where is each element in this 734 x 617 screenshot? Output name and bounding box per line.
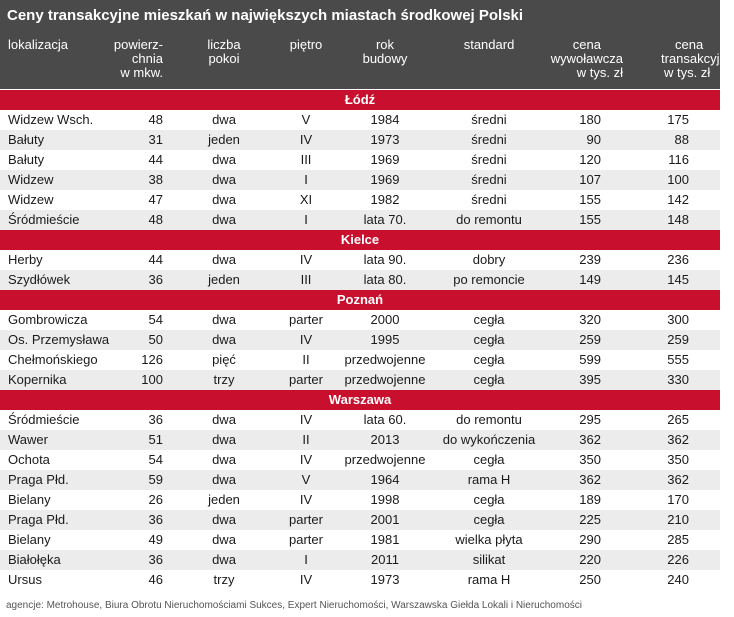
cell-liczba-pokoi: dwa	[212, 552, 236, 567]
table-row	[0, 190, 720, 210]
cell-lokalizacja: Ursus	[8, 572, 42, 587]
cell-cena-wywolawcza: 120	[579, 152, 601, 167]
cell-standard: średni	[471, 152, 507, 167]
cell-lokalizacja: Śródmieście	[8, 212, 80, 227]
cell-standard: cegła	[473, 312, 505, 327]
cell-liczba-pokoi: dwa	[212, 172, 236, 187]
cell-cena-wywolawcza: 155	[579, 192, 601, 207]
section-header: Łódź	[0, 90, 720, 110]
cell-powierzchnia: 36	[148, 412, 163, 427]
cell-powierzchnia: 44	[148, 252, 163, 267]
cell-cena-wywolawcza: 250	[579, 572, 601, 587]
table-row	[0, 510, 720, 530]
cell-cena-wywolawcza: 395	[579, 372, 601, 387]
table-row	[0, 330, 720, 350]
cell-liczba-pokoi: jeden	[208, 492, 240, 507]
cell-standard: cegła	[473, 352, 505, 367]
cell-pietro: IV	[299, 132, 313, 147]
cell-pietro: XI	[299, 192, 313, 207]
cell-cena-wywolawcza: 155	[579, 212, 601, 227]
cell-cena-transakcyjna: 236	[667, 252, 689, 267]
cell-liczba-pokoi: jeden	[208, 132, 240, 147]
cell-liczba-pokoi: dwa	[212, 512, 236, 527]
cell-powierzchnia: 48	[148, 112, 163, 127]
cell-pietro: III	[300, 272, 312, 287]
table-row	[0, 110, 720, 130]
table-row	[0, 270, 720, 290]
cell-standard: cegła	[473, 492, 505, 507]
cell-liczba-pokoi: dwa	[212, 472, 236, 487]
cell-cena-wywolawcza: 259	[579, 332, 601, 347]
cell-rok-budowy: lata 90.	[363, 252, 407, 267]
cell-rok-budowy: 1973	[370, 132, 400, 147]
cell-cena-wywolawcza: 180	[579, 112, 601, 127]
cell-cena-transakcyjna: 330	[667, 372, 689, 387]
section-header: Poznań	[0, 290, 720, 310]
cell-rok-budowy: 1984	[370, 112, 400, 127]
header-lokalizacja: lokalizacja	[8, 37, 68, 52]
cell-lokalizacja: Os. Przemysława	[8, 332, 110, 347]
cell-powierzchnia: 44	[148, 152, 163, 167]
cell-pietro: IV	[299, 332, 313, 347]
cell-cena-transakcyjna: 88	[674, 132, 689, 147]
cell-rok-budowy: lata 60.	[363, 412, 407, 427]
cell-rok-budowy: lata 70.	[363, 212, 407, 227]
cell-rok-budowy: 1982	[370, 192, 400, 207]
table-row	[0, 130, 720, 150]
header-powierzchnia	[114, 38, 163, 80]
cell-powierzchnia: 49	[148, 532, 163, 547]
cell-liczba-pokoi: dwa	[212, 332, 236, 347]
source-footer: agencje: Metrohouse, Biura Obrotu Nieruchomościami Sukces, Expert Nieruchomości, Warszawska Giełda Lokali i Nieruchomości	[6, 600, 582, 611]
cell-lokalizacja: Bielany	[8, 532, 51, 547]
cell-liczba-pokoi: dwa	[212, 192, 236, 207]
header-cena-transakcyjna-line3: w tys. zł	[664, 65, 711, 80]
cell-lokalizacja: Widzew Wsch.	[8, 112, 94, 127]
table-row	[0, 170, 720, 190]
cell-rok-budowy: 2013	[370, 432, 400, 447]
cell-cena-wywolawcza: 350	[579, 452, 601, 467]
cell-liczba-pokoi: jeden	[208, 272, 240, 287]
cell-powierzchnia: 54	[148, 452, 163, 467]
cell-lokalizacja: Śródmieście	[8, 412, 80, 427]
cell-cena-transakcyjna: 148	[667, 212, 689, 227]
cell-cena-transakcyjna: 226	[667, 552, 689, 567]
cell-cena-transakcyjna: 175	[667, 112, 689, 127]
cell-cena-wywolawcza: 107	[579, 172, 601, 187]
cell-standard: cegła	[473, 372, 505, 387]
cell-standard: rama H	[467, 572, 511, 587]
cell-liczba-pokoi: dwa	[212, 152, 236, 167]
table-row	[0, 410, 720, 430]
cell-cena-wywolawcza: 362	[579, 472, 601, 487]
cell-pietro: IV	[299, 492, 313, 507]
cell-powierzchnia: 59	[148, 472, 163, 487]
header-powierzchnia-line3: w mkw.	[120, 65, 163, 80]
cell-cena-wywolawcza: 295	[579, 412, 601, 427]
cell-standard: cegła	[473, 512, 505, 527]
header-standard: standard	[463, 37, 515, 52]
cell-powierzchnia: 126	[141, 352, 163, 367]
cell-powierzchnia: 54	[148, 312, 163, 327]
cell-liczba-pokoi: pięć	[212, 352, 236, 367]
cell-lokalizacja: Ochota	[8, 452, 50, 467]
header-cena-transakcyjna	[661, 38, 734, 80]
cell-pietro: parter	[289, 372, 323, 387]
cell-standard: średni	[471, 112, 507, 127]
cell-pietro: V	[301, 112, 311, 127]
header-cena-transakcyjna-line1: cena	[675, 37, 704, 52]
header-rok-budowy-line1: rok	[375, 37, 395, 52]
cell-powierzchnia: 46	[148, 572, 163, 587]
cell-standard: cegła	[473, 452, 505, 467]
cell-powierzchnia: 36	[148, 512, 163, 527]
cell-pietro: I	[304, 212, 308, 227]
cell-cena-transakcyjna: 145	[667, 272, 689, 287]
table-row	[0, 470, 720, 490]
cell-standard: po remoncie	[453, 272, 525, 287]
cell-lokalizacja: Bałuty	[8, 152, 45, 167]
cell-liczba-pokoi: dwa	[212, 532, 236, 547]
cell-standard: silikat	[472, 552, 506, 567]
header-cena-wywolawcza-line1: cena	[572, 37, 601, 52]
cell-pietro: III	[300, 152, 312, 167]
cell-rok-budowy: 1969	[370, 152, 400, 167]
cell-powierzchnia: 100	[141, 372, 163, 387]
table-row	[0, 350, 720, 370]
cell-rok-budowy: przedwojenne	[344, 452, 426, 467]
cell-lokalizacja: Kopernika	[8, 372, 67, 387]
cell-cena-transakcyjna: 100	[667, 172, 689, 187]
cell-cena-transakcyjna: 116	[668, 152, 689, 167]
cell-rok-budowy: 2001	[370, 512, 400, 527]
table-row	[0, 370, 720, 390]
cell-cena-transakcyjna: 259	[667, 332, 689, 347]
cell-cena-wywolawcza: 189	[579, 492, 601, 507]
header-liczba-pokoi-line2: pokoi	[208, 51, 240, 66]
cell-cena-wywolawcza: 290	[579, 532, 601, 547]
cell-cena-transakcyjna: 142	[667, 192, 689, 207]
cell-lokalizacja: Szydłówek	[8, 272, 71, 287]
cell-pietro: I	[304, 172, 308, 187]
cell-standard: do wykończenia	[442, 432, 536, 447]
cell-liczba-pokoi: dwa	[212, 432, 236, 447]
table-row	[0, 490, 720, 510]
table-row	[0, 530, 720, 550]
header-liczba-pokoi	[207, 38, 240, 66]
cell-lokalizacja: Praga Płd.	[8, 512, 69, 527]
header-cena-wywolawcza	[551, 38, 623, 80]
cell-powierzchnia: 48	[148, 212, 163, 227]
section-header: Warszawa	[0, 390, 720, 410]
cell-cena-transakcyjna: 285	[667, 532, 689, 547]
table-title: Ceny transakcyjne mieszkań w największych miastach środkowej Polski	[0, 0, 720, 31]
cell-powierzchnia: 38	[148, 172, 163, 187]
cell-cena-transakcyjna: 170	[667, 492, 689, 507]
table-row	[0, 450, 720, 470]
cell-powierzchnia: 36	[148, 552, 163, 567]
cell-cena-wywolawcza: 239	[579, 252, 601, 267]
cell-liczba-pokoi: dwa	[212, 112, 236, 127]
cell-standard: rama H	[467, 472, 511, 487]
table-row	[0, 430, 720, 450]
cell-liczba-pokoi: dwa	[212, 412, 236, 427]
header-cena-transakcyjna-line2: transakcyjna	[661, 51, 734, 66]
cell-lokalizacja: Widzew	[8, 192, 54, 207]
header-cena-wywolawcza-line2: wywoławcza	[550, 51, 623, 66]
cell-cena-transakcyjna: 240	[667, 572, 689, 587]
table-row	[0, 310, 720, 330]
cell-pietro: IV	[299, 572, 313, 587]
cell-cena-wywolawcza: 149	[579, 272, 601, 287]
header-pietro: piętro	[289, 37, 323, 52]
cell-rok-budowy: 1964	[370, 472, 400, 487]
cell-standard: cegła	[473, 332, 505, 347]
table-row	[0, 570, 720, 590]
cell-standard: do remontu	[456, 212, 522, 227]
cell-cena-transakcyjna: 210	[667, 512, 689, 527]
cell-pietro: II	[302, 352, 310, 367]
cell-cena-wywolawcza: 599	[579, 352, 601, 367]
cell-rok-budowy: lata 80.	[363, 272, 407, 287]
cell-lokalizacja: Chełmońskiego	[8, 352, 98, 367]
cell-powierzchnia: 31	[148, 132, 163, 147]
cell-rok-budowy: 1998	[370, 492, 400, 507]
cell-powierzchnia: 51	[148, 432, 163, 447]
cell-rok-budowy: 1981	[370, 532, 400, 547]
cell-pietro: IV	[299, 252, 313, 267]
cell-lokalizacja: Bałuty	[8, 132, 45, 147]
table-row	[0, 250, 720, 270]
cell-powierzchnia: 36	[148, 272, 163, 287]
table-row	[0, 210, 720, 230]
cell-standard: średni	[471, 192, 507, 207]
cell-pietro: parter	[289, 512, 323, 527]
cell-rok-budowy: 2000	[370, 312, 400, 327]
cell-cena-transakcyjna: 265	[667, 412, 689, 427]
cell-cena-transakcyjna: 555	[667, 352, 689, 367]
cell-cena-transakcyjna: 350	[667, 452, 689, 467]
cell-lokalizacja: Praga Płd.	[8, 472, 69, 487]
cell-cena-transakcyjna: 300	[667, 312, 689, 327]
cell-lokalizacja: Widzew	[8, 172, 54, 187]
cell-lokalizacja: Herby	[8, 252, 43, 267]
header-liczba-pokoi-line1: liczba	[207, 37, 241, 52]
header-rok-budowy-line2: budowy	[362, 51, 408, 66]
cell-cena-wywolawcza: 90	[586, 132, 601, 147]
table-header	[0, 31, 734, 89]
cell-powierzchnia: 26	[148, 492, 163, 507]
table-row	[0, 550, 720, 570]
cell-cena-wywolawcza: 362	[579, 432, 601, 447]
cell-cena-wywolawcza: 225	[579, 512, 601, 527]
cell-pietro: V	[301, 472, 311, 487]
cell-rok-budowy: przedwojenne	[344, 352, 426, 367]
cell-standard: do remontu	[456, 412, 522, 427]
cell-pietro: parter	[289, 532, 323, 547]
cell-lokalizacja: Białołęka	[8, 552, 61, 567]
cell-cena-wywolawcza: 320	[579, 312, 601, 327]
cell-liczba-pokoi: dwa	[212, 452, 236, 467]
cell-pietro: IV	[299, 452, 313, 467]
cell-pietro: I	[304, 552, 308, 567]
cell-lokalizacja: Bielany	[8, 492, 51, 507]
table-row	[0, 150, 720, 170]
header-powierzchnia-line2: chnia	[131, 51, 163, 66]
cell-powierzchnia: 50	[148, 332, 163, 347]
section-header: Kielce	[0, 230, 720, 250]
cell-pietro: II	[302, 432, 310, 447]
cell-standard: średni	[471, 132, 507, 147]
cell-rok-budowy: 1995	[370, 332, 400, 347]
cell-standard: średni	[471, 172, 507, 187]
cell-rok-budowy: 2011	[371, 552, 399, 567]
header-powierzchnia-line1: powierz-	[113, 37, 163, 52]
cell-cena-wywolawcza: 220	[579, 552, 601, 567]
cell-liczba-pokoi: trzy	[213, 572, 235, 587]
cell-liczba-pokoi: dwa	[212, 252, 236, 267]
cell-liczba-pokoi: dwa	[212, 212, 236, 227]
cell-powierzchnia: 47	[148, 192, 163, 207]
cell-pietro: IV	[299, 412, 313, 427]
cell-liczba-pokoi: dwa	[212, 312, 236, 327]
cell-rok-budowy: 1973	[370, 572, 400, 587]
cell-rok-budowy: przedwojenne	[344, 372, 426, 387]
cell-standard: wielka płyta	[455, 532, 523, 547]
cell-lokalizacja: Wawer	[8, 432, 48, 447]
cell-cena-transakcyjna: 362	[667, 432, 689, 447]
cell-rok-budowy: 1969	[370, 172, 400, 187]
header-rok-budowy	[363, 38, 408, 66]
cell-liczba-pokoi: trzy	[213, 372, 235, 387]
cell-cena-transakcyjna: 362	[667, 472, 689, 487]
cell-pietro: parter	[289, 312, 323, 327]
header-cena-wywolawcza-line3: w tys. zł	[576, 65, 623, 80]
cell-standard: dobry	[472, 252, 506, 267]
cell-lokalizacja: Gombrowicza	[8, 312, 88, 327]
